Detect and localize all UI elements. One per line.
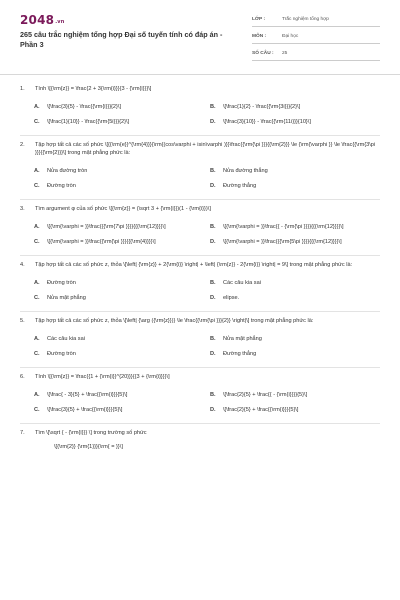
answer-option-a[interactable] — [34, 387, 204, 402]
document-meta — [252, 13, 380, 64]
option-letter: D. — [210, 350, 216, 357]
question-text: Tập hợp tất cả các số phức z, thỏa \[\left| {\arg ({\rm{z}})} \le \frac{{\rm{\pi }}}{2}} \right|\] trong mặt phẳng phức là: — [35, 318, 314, 324]
option-text: Nửa đường tròn — [47, 167, 88, 174]
partial-answer-line: \[{\rm{2}} {\rm{1}}}{\rm{ = }}\] — [54, 444, 123, 450]
answer-option-a[interactable] — [34, 275, 204, 290]
option-text: \[{\rm{\varphi = }}\frac{{ - {\rm{\pi }}}}{{{\rm{12}}}}\] — [223, 223, 344, 230]
option-letter: A. — [34, 223, 40, 230]
question-stem — [20, 429, 380, 437]
question-number: 4. — [20, 262, 25, 268]
answer-option-d[interactable] — [210, 402, 380, 417]
answer-option-b[interactable] — [210, 219, 380, 234]
option-letter: C. — [34, 350, 40, 357]
option-letter: D. — [210, 406, 216, 413]
answer-options — [20, 275, 380, 305]
option-text: \[\frac{2}{5} + \frac{{\rm{i}}}{5}\] — [223, 406, 299, 413]
question-6 — [20, 368, 380, 424]
option-letter: B. — [210, 279, 216, 286]
option-text: Các câu kia sai — [47, 335, 85, 342]
option-letter: D. — [210, 238, 216, 245]
option-text: Nửa đường thẳng — [223, 167, 268, 174]
answer-options — [20, 331, 380, 361]
answer-option-c[interactable] — [34, 178, 204, 193]
question-list — [20, 80, 380, 457]
answer-option-a[interactable] — [34, 99, 204, 114]
answer-option-b[interactable] — [210, 99, 380, 114]
answer-options — [20, 99, 380, 129]
answer-option-d[interactable] — [210, 178, 380, 193]
option-text: elipse. — [223, 294, 240, 301]
question-5 — [20, 312, 380, 368]
question-text: Tìm \[\sqrt { - {\rm{i}}} \] trong trường số phức — [35, 430, 147, 436]
answer-option-b[interactable] — [210, 275, 380, 290]
header-divider — [0, 74, 400, 75]
option-letter: A. — [34, 391, 40, 398]
option-letter: C. — [34, 118, 40, 125]
answer-option-a[interactable] — [34, 219, 204, 234]
question-stem — [20, 261, 380, 269]
answer-option-b[interactable] — [210, 387, 380, 402]
question-stem — [20, 373, 380, 381]
option-text: \[\frac{2}{5} + \frac{{ - {\rm{i}}}}{5}\] — [223, 391, 308, 398]
option-text: Đường tròn — [47, 279, 76, 286]
question-number: 3. — [20, 206, 25, 212]
option-letter: B. — [210, 335, 216, 342]
answer-option-c[interactable] — [34, 346, 204, 361]
answer-option-a[interactable] — [34, 331, 204, 346]
question-stem — [20, 141, 380, 157]
logo-suffix: .vn — [55, 19, 65, 25]
option-letter: C. — [34, 406, 40, 413]
question-4 — [20, 256, 380, 312]
option-letter: A. — [34, 279, 40, 286]
option-text: \[\frac{3}{5} + \frac{{\rm{i}}}{5}\] — [47, 406, 123, 413]
option-letter: D. — [210, 118, 216, 125]
option-text: Đường thẳng — [223, 350, 257, 357]
option-text: Nửa mặt phẳng — [223, 335, 262, 342]
option-letter: D. — [210, 294, 216, 301]
option-letter: B. — [210, 391, 216, 398]
option-text: \[{\rm{\varphi = }}\frac{{\rm{\pi }}}{{{\rm{4}}}}\] — [47, 238, 156, 245]
meta-value: Trắc nghiệm tổng hợp — [282, 17, 329, 22]
option-letter: B. — [210, 167, 216, 174]
answer-option-c[interactable] — [34, 402, 204, 417]
logo-text: 2048 — [20, 13, 55, 27]
option-text: \[\frac{3}{10}} - \frac{{\rm{11i}}}{10}\] — [223, 118, 311, 125]
option-letter: B. — [210, 223, 216, 230]
option-letter: C. — [34, 238, 40, 245]
option-letter: A. — [34, 103, 40, 110]
meta-label: SỐ CÂU : — [252, 51, 274, 56]
question-stem — [20, 205, 380, 213]
option-text: \[{\rm{\varphi = }}\frac{{{\rm{7\pi }}}}{{{\rm{12}}}}\] — [47, 223, 166, 230]
option-text: Các câu kia sai — [223, 279, 261, 286]
meta-value: 25 — [282, 51, 288, 56]
question-number: 2. — [20, 142, 25, 148]
question-text: Tính \[{\rm{z}} = \frac{{1 + {\rm{i}}^{20}}}{{3 + {\rm{i}}}}\] — [35, 374, 170, 380]
option-text: \[{\rm{\varphi = }}\frac{{{\rm{5\pi }}}}{{{\rm{12}}}}\] — [223, 238, 342, 245]
question-number: 5. — [20, 318, 25, 324]
answer-option-c[interactable] — [34, 114, 204, 129]
answer-option-d[interactable] — [210, 346, 380, 361]
question-stem — [20, 317, 380, 325]
option-text: Đường tròn — [47, 350, 76, 357]
answer-option-a[interactable] — [34, 163, 204, 178]
question-1 — [20, 80, 380, 136]
question-number: 7. — [20, 430, 25, 436]
site-logo[interactable] — [20, 13, 65, 27]
meta-label: MÔN : — [252, 34, 267, 39]
question-stem — [20, 85, 380, 93]
option-letter: B. — [210, 103, 216, 110]
option-text: \[\frac{1}{10}} - \frac{{\rm{5i}}}{2}\] — [47, 118, 130, 125]
answer-option-d[interactable] — [210, 234, 380, 249]
question-3 — [20, 200, 380, 256]
answer-option-c[interactable] — [34, 234, 204, 249]
question-text: Tìm argument φ của số phức \[{\rm{z}} = (\sqrt 3 + {\rm{i}})(1 - {\rm{i}})\] — [35, 206, 211, 212]
option-letter: D. — [210, 182, 216, 189]
answer-options — [20, 163, 380, 193]
option-text: \[\frac{ - 3}{5} + \frac{{\rm{i}}}{5}\] — [47, 391, 128, 398]
meta-row-class — [252, 13, 380, 27]
meta-row-count — [252, 47, 380, 61]
question-7 — [20, 424, 380, 457]
question-number: 1. — [20, 86, 25, 92]
option-text: \[\frac{3}{5} - \frac{{\rm{i}}}{2}\] — [47, 103, 122, 110]
meta-value: Đại học — [282, 34, 299, 39]
meta-row-subject — [252, 30, 380, 44]
option-text: Nửa mặt phẳng — [47, 294, 86, 301]
document-header — [0, 0, 400, 70]
option-text: \[\frac{1}{2} - \frac{{\rm{3i}}}{2}\] — [223, 103, 301, 110]
question-text: Tính \[{\rm{z}} = \frac{2 + 3{\rm{i}}}{3 - {\rm{i}}}\] — [35, 86, 152, 92]
answer-options — [20, 387, 380, 417]
option-text: Đường tròn — [47, 182, 76, 189]
option-letter: A. — [34, 167, 40, 174]
meta-label: LỚP : — [252, 17, 266, 22]
answer-options — [20, 219, 380, 249]
question-2 — [20, 136, 380, 200]
question-text: Tập hợp tất cả các số phức \[{{\rm{e}}^{\rm{4}}}{\rm{(cos\varphi + isin\varphi )}}\frac{{\rm{\pi }}}{{\rm{2}}} \le {\rm{\varphi }} \le \frac{{\rm{3\pi }}}{{\rm{2}}}\] trong mặt phẳng phức là: — [35, 142, 376, 156]
answer-option-b[interactable] — [210, 163, 380, 178]
question-number: 6. — [20, 374, 25, 380]
option-letter: C. — [34, 294, 40, 301]
option-text: Đường thẳng — [223, 182, 257, 189]
document-title: 265 câu trắc nghiệm tổng hợp Đại số tuyến tính có đáp án - Phần 3 — [20, 30, 223, 49]
answer-option-b[interactable] — [210, 331, 380, 346]
answer-option-c[interactable] — [34, 290, 204, 305]
option-letter: C. — [34, 182, 40, 189]
question-text: Tập hợp tất cả các số phức z, thỏa \[\left| {\rm{z}} + 2{\rm{i}} \right| + \left| {\rm{z}} - 2{\rm{i}} \right| = 9\] trong mặt phẳng phức là: — [35, 262, 353, 268]
answer-option-d[interactable] — [210, 290, 380, 305]
option-letter: A. — [34, 335, 40, 342]
answer-option-d[interactable] — [210, 114, 380, 129]
